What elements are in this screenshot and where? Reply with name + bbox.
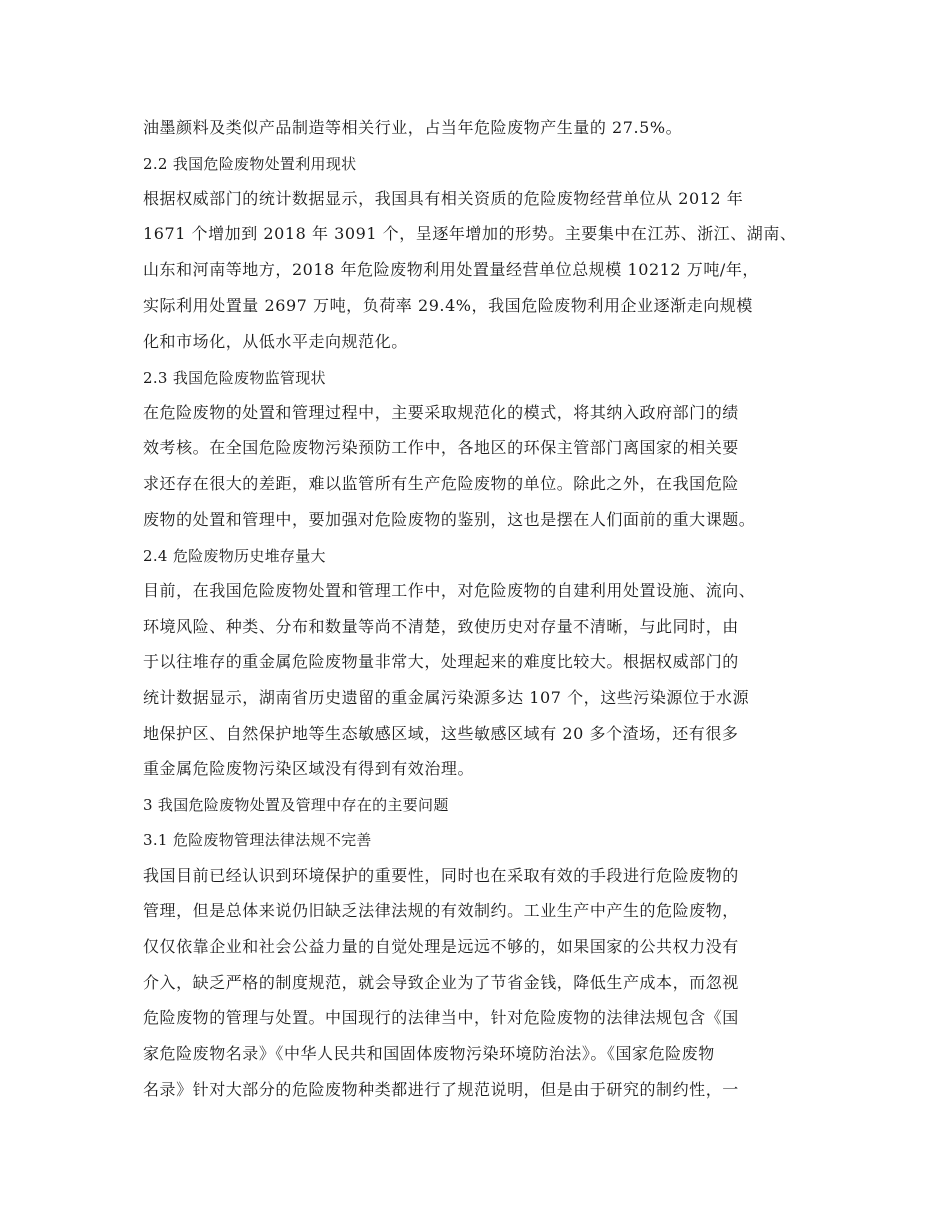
body-text-line: 油墨颜料及类似产品制造等相关行业，占当年危险废物产生量的 27.5%。 bbox=[143, 118, 683, 137]
body-text-line: 环境风险、种类、分布和数量等尚不清楚，致使历史对存量不清晰，与此同时，由 bbox=[143, 617, 739, 636]
body-text-line: 求还存在很大的差距，难以监管所有生产危险废物的单位。除此之外，在我国危险 bbox=[143, 474, 739, 493]
body-text-line: 效考核。在全国危险废物污染预防工作中，各地区的环保主管部门离国家的相关要 bbox=[143, 438, 739, 457]
body-text-line: 名录》针对大部分的危险废物种类都进行了规范说明，但是由于研究的制约性，一 bbox=[143, 1080, 739, 1099]
section-heading-3-1: 3.1 危险废物管理法律法规不完善 bbox=[143, 831, 372, 849]
body-text-line: 介入，缺乏严格的制度规范，就会导致企业为了节省金钱，降低生产成本，而忽视 bbox=[143, 973, 739, 992]
section-heading-3: 3 我国危险废物处置及管理中存在的主要问题 bbox=[143, 796, 449, 814]
section-heading-2-2: 2.2 我国危险废物处置利用现状 bbox=[143, 155, 357, 173]
body-text-line: 管理，但是总体来说仍旧缺乏法律法规的有效制约。工业生产中产生的危险废物， bbox=[143, 901, 739, 920]
body-text-line: 在危险废物的处置和管理过程中，主要采取规范化的模式，将其纳入政府部门的绩 bbox=[143, 403, 739, 422]
body-text-line: 家危险废物名录》《中华人民共和国固体废物污染环境防治法》。《国家危险废物 bbox=[143, 1044, 715, 1063]
body-text-line: 地保护区、自然保护地等生态敏感区域，这些敏感区域有 20 多个渣场，还有很多 bbox=[143, 724, 739, 743]
section-heading-2-3: 2.3 我国危险废物监管现状 bbox=[143, 369, 326, 387]
body-text-line: 我国目前已经认识到环境保护的重要性，同时也在采取有效的手段进行危险废物的 bbox=[143, 866, 739, 885]
body-text-line: 目前，在我国危险废物处置和管理工作中，对危险废物的自建利用处置设施、流向、 bbox=[143, 581, 756, 600]
body-text-line: 重金属危险废物污染区域没有得到有效治理。 bbox=[143, 759, 475, 778]
body-text-line: 化和市场化，从低水平走向规范化。 bbox=[143, 332, 408, 351]
body-text-line: 根据权威部门的统计数据显示，我国具有相关资质的危险废物经营单位从 2012 年 bbox=[143, 189, 744, 208]
body-text-line: 统计数据显示，湖南省历史遗留的重金属污染源多达 107 个，这些污染源位于水源 bbox=[143, 688, 750, 707]
section-heading-2-4: 2.4 危险废物历史堆存量大 bbox=[143, 547, 326, 565]
body-text-line: 实际利用处置量 2697 万吨，负荷率 29.4%，我国危险废物利用企业逐渐走向规模 bbox=[143, 296, 753, 315]
body-text-line: 危险废物的管理与处置。中国现行的法律当中，针对危险废物的法律法规包含《国 bbox=[143, 1008, 739, 1027]
body-text-line: 1671 个增加到 2018 年 3091 个，呈逐年增加的形势。主要集中在江苏、浙江、湖南、 bbox=[143, 224, 797, 243]
body-text-line: 废物的处置和管理中，要加强对危险废物的鉴别，这也是摆在人们面前的重大课题。 bbox=[143, 510, 756, 529]
body-text-line: 于以往堆存的重金属危险废物量非常大，处理起来的难度比较大。根据权威部门的 bbox=[143, 652, 739, 671]
body-text-line: 仅仅依靠企业和社会公益力量的自觉处理是远远不够的，如果国家的公共权力没有 bbox=[143, 937, 739, 956]
body-text-line: 山东和河南等地方，2018 年危险废物利用处置量经营单位总规模 10212 万吨/年， bbox=[143, 260, 759, 279]
